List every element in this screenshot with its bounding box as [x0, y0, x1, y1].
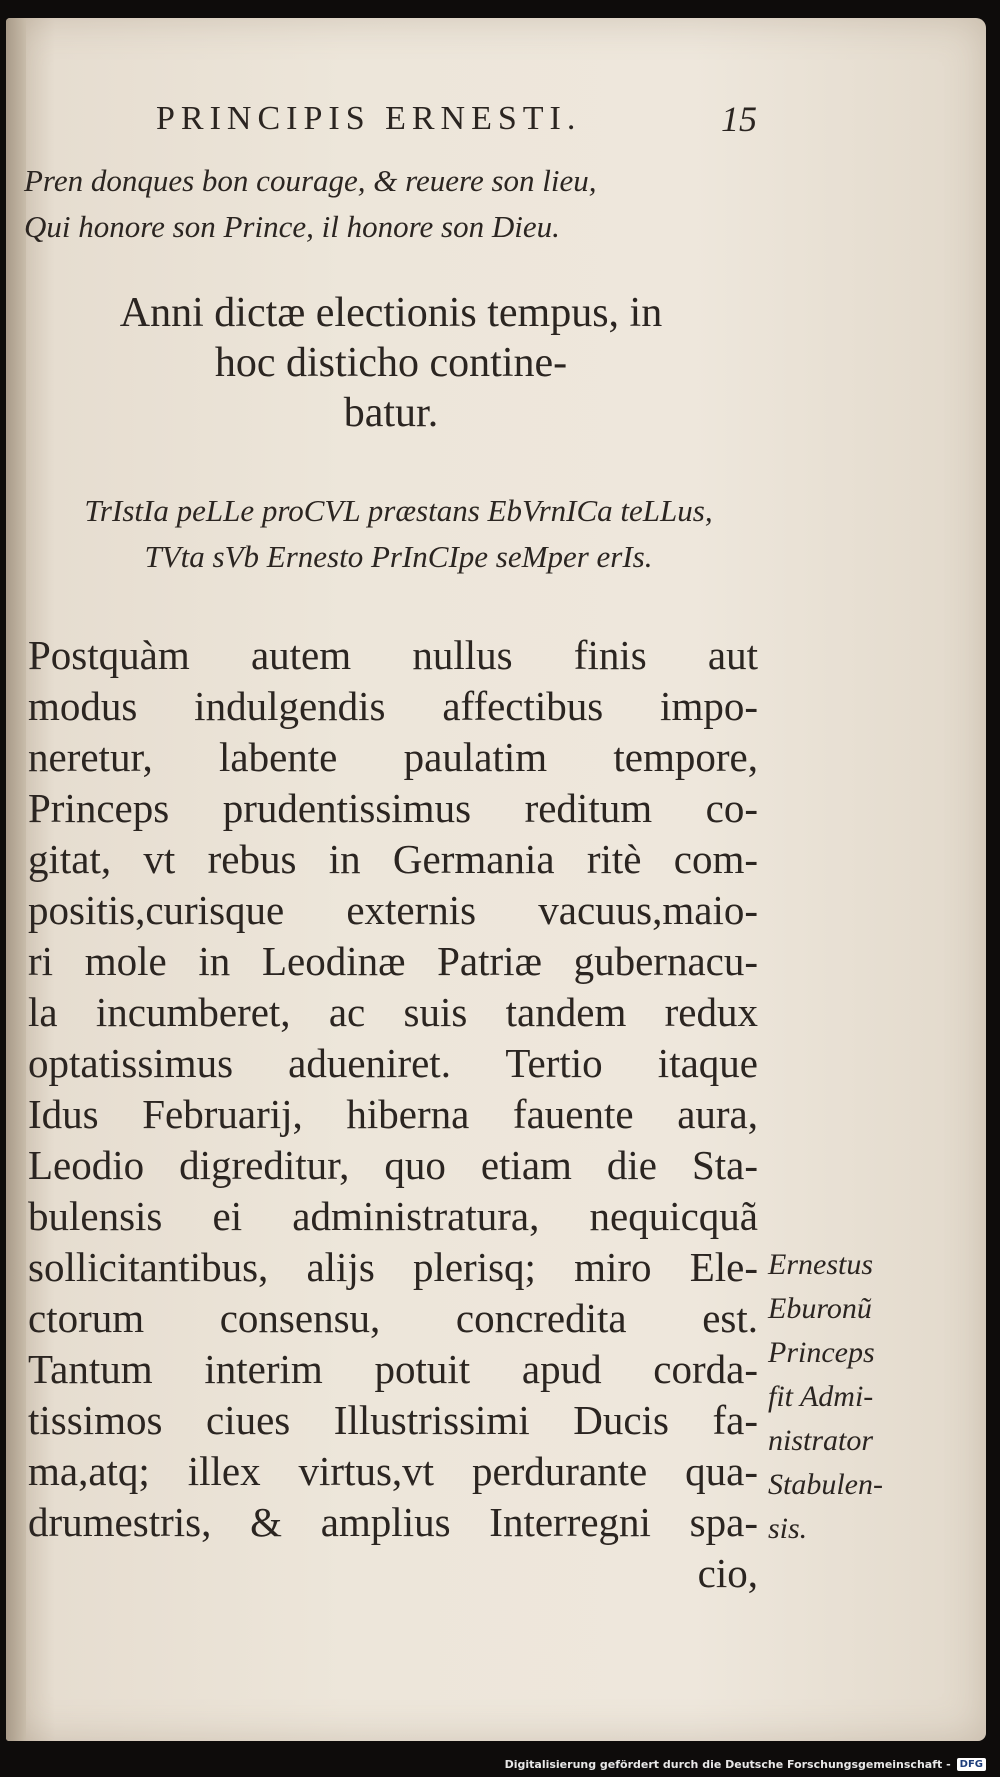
- text-line: positis,curisque externis vacuus,maio-: [28, 887, 758, 933]
- body-paragraph: [28, 630, 758, 1599]
- margin-note-line: Eburonũ: [768, 1292, 872, 1325]
- digitization-footer: [505, 1758, 986, 1771]
- text-line: la incumberet, ac suis tandem redux: [28, 989, 758, 1035]
- margin-note-line: Princeps: [768, 1336, 875, 1369]
- dfg-logo: DFG: [957, 1758, 986, 1771]
- text-line: Tantum interim potuit apud corda-: [28, 1346, 758, 1392]
- verse-line: Pren donques bon courage, & reuere son lieu,: [24, 163, 597, 198]
- text-line: tissimos ciues Illustrissimi Ducis fa-: [28, 1397, 758, 1443]
- text-line: Postquàm autem nullus finis aut: [28, 632, 758, 678]
- chronogram-distich: [36, 488, 761, 580]
- verse-line: Qui honore son Prince, il honore son Dieu.: [24, 209, 560, 244]
- text-line: ma,atq; illex virtus,vt perdurante qua-: [28, 1448, 758, 1494]
- margin-note-line: Stabulen-: [768, 1468, 883, 1501]
- text-line: neretur, labente paulatim tempore,: [28, 734, 758, 780]
- text-line: bulensis ei administratura, nequicquã: [28, 1193, 758, 1239]
- book-page: [6, 18, 986, 1741]
- text-line: Princeps prudentissimus reditum co-: [28, 785, 758, 831]
- heading-line: batur.: [343, 390, 439, 436]
- chronogram-line: TVta sVb Ernesto PrInCIpe seMper erIs.: [144, 539, 653, 574]
- text-line: optatissimus adueniret. Tertio itaque: [28, 1040, 758, 1086]
- text-line: Leodio digreditur, quo etiam die Sta-: [28, 1142, 758, 1188]
- chronogram-line: TrIstIa peLLe proCVL præstans EbVrnICa teLLus,: [84, 493, 713, 528]
- margin-note-line: fit Admi-: [768, 1380, 874, 1413]
- text-line: modus indulgendis affectibus impo-: [28, 683, 758, 729]
- text-line: gitat, vt rebus in Germania ritè com-: [28, 836, 758, 882]
- text-line: Idus Februarij, hiberna fauente aura,: [28, 1091, 758, 1137]
- margin-note-line: Ernestus: [768, 1248, 873, 1281]
- text-line: ri mole in Leodinæ Patriæ gubernacu-: [28, 938, 758, 984]
- text-line: sollicitantibus, alijs plerisq; miro Ele-: [28, 1244, 758, 1290]
- french-verse: [24, 158, 704, 250]
- text-line: ctorum consensu, concredita est.: [28, 1295, 758, 1341]
- text-line: drumestris, & amplius Interregni spa-: [28, 1499, 758, 1545]
- running-title: PRINCIPIS ERNESTI.: [156, 100, 582, 137]
- heading-line: hoc disticho contine-: [214, 340, 568, 386]
- footer-text: Digitalisierung gefördert durch die Deutsche Forschungsgemeinschaft -: [504, 1758, 951, 1771]
- margin-note: [768, 1243, 908, 1551]
- heading-line: Anni dictæ electionis tempus, in: [119, 290, 663, 336]
- page-spine-shadow: [6, 18, 26, 1741]
- page-number: 15: [721, 99, 757, 139]
- section-heading: [46, 288, 736, 438]
- catchword: cio,: [697, 1550, 758, 1596]
- margin-note-line: nistrator: [768, 1424, 874, 1457]
- margin-note-line: sis.: [768, 1512, 808, 1545]
